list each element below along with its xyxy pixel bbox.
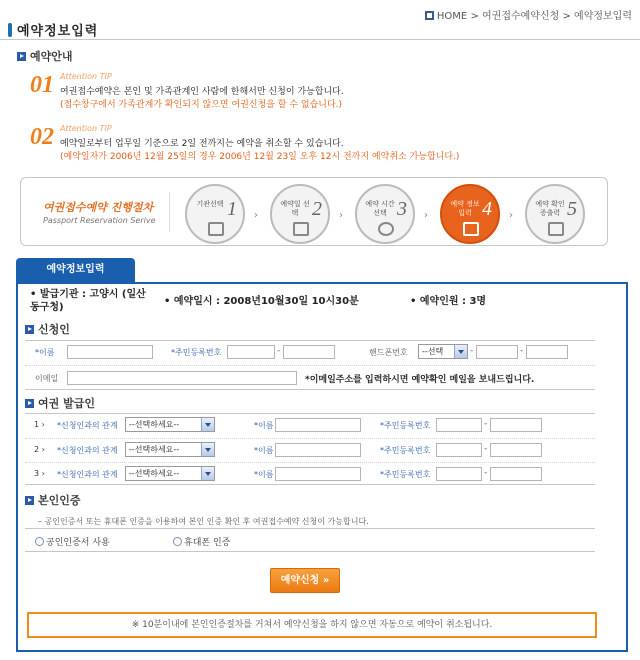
radio-icon[interactable] — [35, 537, 44, 546]
relation-select[interactable]: --선택하세요-- — [125, 417, 215, 432]
auth-heading: 본인인증 — [25, 492, 81, 508]
institution-info-cont: 동구청) — [30, 302, 64, 313]
email-note: *이메일주소를 입력하시면 예약확인 메일을 보내드립니다. — [305, 375, 535, 385]
relation-label: *신청인과의 관계 — [57, 446, 118, 455]
breadcrumb-sep: > — [470, 11, 482, 22]
breadcrumb-sep: > — [562, 11, 575, 22]
email-input[interactable] — [67, 371, 297, 385]
applicant-heading: 신청인 — [25, 321, 70, 337]
section-arrow-icon — [25, 399, 34, 408]
passport-row-3 — [25, 462, 595, 486]
step-number: 5 — [567, 198, 577, 220]
step-label: 기관선택 — [196, 200, 224, 208]
step-arrow: › — [339, 210, 343, 221]
recipient-name-input[interactable] — [275, 443, 361, 457]
passport-row-2 — [25, 438, 595, 462]
auth-note: – 공인인증서 또는 휴대폰 인증을 이용하여 본인 인증 확인 후 여권접수예약 신청이 가능합니다. — [38, 517, 369, 526]
building-icon — [208, 222, 224, 236]
phone-label: 핸드폰번호 — [369, 348, 408, 357]
rrn-label: *주민등록번호 — [380, 421, 431, 430]
dash: - — [470, 346, 474, 356]
tip-text: 예약일로부터 업무일 기준으로 2일 전까지는 예약을 취소할 수 있습니다. — [60, 139, 344, 149]
relation-label: *신청인과의 관계 — [57, 470, 118, 479]
breadcrumb-home[interactable]: HOME — [436, 11, 468, 22]
phone-middle-input[interactable] — [476, 345, 518, 359]
section-arrow-icon — [25, 325, 34, 334]
step-2 — [270, 184, 330, 244]
applicant-box — [25, 340, 595, 390]
name-label: *이름 — [35, 348, 55, 357]
auth-options-box — [25, 528, 595, 552]
passport-heading: 여권 발급인 — [25, 395, 95, 411]
email-label: 이메일 — [35, 374, 59, 383]
page-title: 예약정보입력 — [8, 20, 98, 39]
phone-prefix-select[interactable]: --선택 — [418, 344, 468, 359]
title-bar-icon — [8, 23, 12, 37]
section-arrow-icon — [25, 496, 34, 505]
chevron-down-icon — [201, 443, 214, 456]
name-label: *이름 — [254, 470, 274, 479]
auth-option-phone[interactable]: 휴대폰 인증 — [173, 535, 230, 548]
step-4-active — [440, 184, 500, 244]
reservation-count: • 예약인원 : 3명 — [410, 296, 487, 307]
dash: - — [484, 444, 488, 454]
tip-tag: Attention TIP — [60, 124, 112, 133]
procedure-divider — [169, 192, 170, 232]
step-arrow: › — [424, 210, 428, 221]
phone-last-input[interactable] — [526, 345, 568, 359]
chevron-down-icon — [201, 467, 214, 480]
dash: - — [277, 346, 281, 356]
step-1 — [185, 184, 245, 244]
rrn-label: *주민등록번호 — [171, 348, 222, 357]
recipient-rrn-front-input[interactable] — [436, 443, 482, 457]
step-label: 예약 정보입력 — [450, 200, 480, 217]
tip-tag: Attention TIP — [60, 72, 112, 81]
rrn-label: *주민등록번호 — [380, 470, 431, 479]
applicant-row-1 — [25, 341, 595, 365]
tip-text: 여권접수예약은 본인 및 가족관계인 사람에 한해서만 신청이 가능합니다. — [60, 87, 344, 97]
tip-number: 01 — [30, 72, 54, 98]
recipient-rrn-back-input[interactable] — [490, 443, 542, 457]
step-number: 3 — [397, 198, 407, 220]
step-arrow: › — [509, 210, 513, 221]
dash: - — [520, 346, 524, 356]
relation-select[interactable]: --선택하세요-- — [125, 466, 215, 481]
tab-reservation-info[interactable]: 예약정보입력 — [16, 258, 135, 282]
step-label: 예약 시간선택 — [365, 200, 395, 217]
home-icon[interactable] — [425, 11, 434, 20]
recipient-rrn-front-input[interactable] — [436, 467, 482, 481]
relation-select[interactable]: --선택하세요-- — [125, 442, 215, 457]
row-number: 1 › — [34, 420, 45, 429]
dash: - — [484, 468, 488, 478]
step-number: 2 — [312, 198, 322, 220]
clock-icon — [378, 222, 394, 236]
recipient-rrn-back-input[interactable] — [490, 418, 542, 432]
applicant-rrn-back-input[interactable] — [283, 345, 335, 359]
printer-icon — [548, 222, 564, 236]
institution-info: • 발급기관 : 고양시 (일산 — [30, 289, 146, 300]
step-arrow: › — [254, 210, 258, 221]
procedure-title: 여권접수예약 진행절차 — [43, 201, 154, 214]
applicant-row-2 — [25, 365, 595, 390]
dash: - — [484, 419, 488, 429]
reservation-datetime: • 예약일시 : 2008년10월30일 10시30분 — [164, 296, 359, 307]
tip-subtext: (예약일자가 2006년 12월 25일의 경우 2006년 12월 23일 오후 12시 전까지 예약취소 가능합니다.) — [60, 152, 460, 162]
radio-icon[interactable] — [173, 537, 182, 546]
applicant-rrn-front-input[interactable] — [227, 345, 275, 359]
applicant-name-input[interactable] — [67, 345, 153, 359]
procedure-box — [20, 177, 608, 246]
chevron-down-icon — [454, 345, 467, 358]
step-3 — [355, 184, 415, 244]
timeout-notice: ※ 10분이내에 본인인증절차를 거쳐서 예약신청을 하지 않으면 자동으로 예약이 취소됩니다. — [27, 612, 597, 638]
rrn-label: *주민등록번호 — [380, 446, 431, 455]
section-arrow-icon — [17, 52, 26, 61]
step-label: 예약일 선택 — [280, 200, 310, 217]
step-5 — [525, 184, 585, 244]
tip-subtext: (접수창구에서 가족관계가 확인되지 않으면 여권신청을 할 수 없습니다.) — [60, 100, 343, 110]
step-number: 1 — [227, 198, 237, 220]
auth-option-certificate[interactable]: 공인인증서 사용 — [35, 535, 110, 548]
step-label: 예약 확인증출력 — [535, 200, 565, 217]
breadcrumb-item-reservation[interactable]: 여권접수예약신청 — [482, 11, 560, 22]
recipient-rrn-front-input[interactable] — [436, 418, 482, 432]
tip-number: 02 — [30, 124, 54, 150]
recipient-name-input[interactable] — [275, 418, 361, 432]
name-label: *이름 — [254, 446, 274, 455]
guide-heading: 예약안내 — [17, 48, 73, 64]
page-header — [0, 0, 640, 40]
recipient-rrn-back-input[interactable] — [490, 467, 542, 481]
breadcrumb — [425, 7, 632, 22]
row-number: 3 › — [34, 469, 45, 478]
calendar-icon — [293, 222, 309, 236]
submit-reservation-button[interactable]: 예약신청 » — [270, 568, 340, 593]
breadcrumb-item-current: 예약정보입력 — [574, 11, 632, 22]
passport-row-1 — [25, 414, 595, 438]
procedure-subtitle: Passport Reservation Serive — [43, 216, 156, 225]
name-label: *이름 — [254, 421, 274, 430]
recipient-name-input[interactable] — [275, 467, 361, 481]
passport-box — [25, 413, 595, 485]
step-number: 4 — [482, 198, 492, 220]
row-number: 2 › — [34, 445, 45, 454]
relation-label: *신청인과의 관계 — [57, 421, 118, 430]
pen-icon — [463, 222, 479, 236]
chevron-down-icon — [201, 418, 214, 431]
